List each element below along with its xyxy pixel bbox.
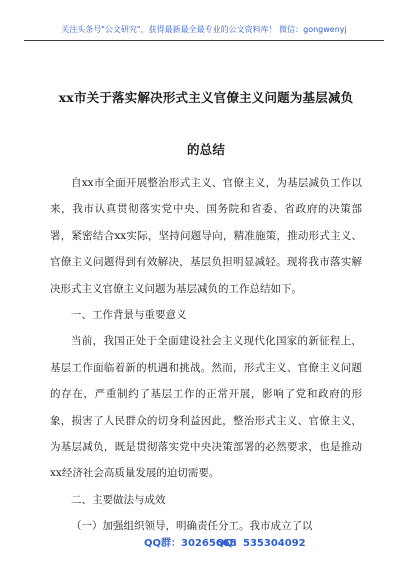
- footer-qq-group: QQ群：30265665: [144, 538, 237, 549]
- document-title: xx市关于落实解决形式主义官僚主义问题为基层减负的总结: [58, 90, 354, 157]
- section-heading-background: 一、工作背景与重要意义: [71, 309, 187, 322]
- header-promo-note: 关注头条号"公文研究"，获得最新最全最专业的公文资料库！ 微信：gongwenyj: [61, 25, 347, 34]
- header-divider: [24, 40, 384, 41]
- intro-paragraph: 自xx市全面开展整治形式主义、官僚主义，为基层减负工作以来，我市认真贯彻落实党中央、国务院和省委、省政府的决策部署，紧密结合xx实际，坚持问题导向，精准施策，推动形式主义、官僚主义问题得到有效解决，基层负担明显减轻。现将我市落实解决形式主义官僚主义问题为基层减负的工作总结如下。: [50, 177, 362, 295]
- background-paragraph: 当前，我国正处于全面建设社会主义现代化国家的新征程上，基层工作面临着新的机遇和挑战。然而，形式主义、官僚主义问题的存在，严重制约了基层工作的正常开展，影响了党和政府的形象，损害了人民群众的切身利益因此，整治形式主义、官僚主义，为基层减负，既是贯彻落实党中央决策部署的必然要求，也是推动xx经济社会高质量发展的迫切需要。: [50, 335, 362, 480]
- practices-paragraph: （一）加强组织领导，明确责任分工。我市成立了以: [71, 520, 313, 533]
- section-heading-practices: 二、主要做法与成效: [71, 493, 166, 506]
- footer-qq-number: QQ：535304092: [216, 538, 306, 549]
- document-body: [50, 170, 362, 540]
